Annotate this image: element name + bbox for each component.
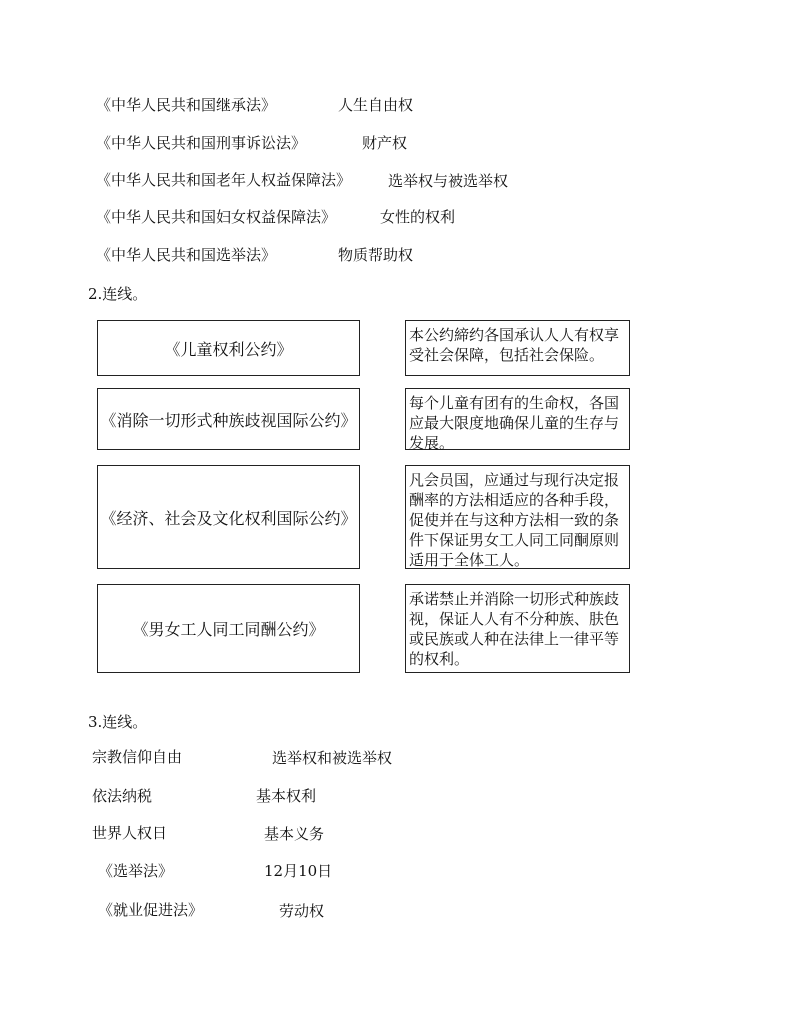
s3-right-item[interactable]: 劳动权: [279, 902, 325, 920]
s1-right-item[interactable]: 选举权与被选举权: [388, 172, 509, 190]
s3-left-item[interactable]: 《选举法》: [98, 862, 174, 880]
s1-right-item[interactable]: 物质帮助权: [338, 246, 414, 264]
s3-right-item[interactable]: 基本义务: [264, 825, 325, 843]
s2-left-box-label: 《经济、社会及文化权利国际公约》: [100, 508, 357, 528]
s1-right-item[interactable]: 财产权: [362, 134, 408, 152]
s1-left-item[interactable]: 《中华人民共和国妇女权益保障法》: [96, 208, 337, 226]
s2-left-box[interactable]: [97, 465, 360, 569]
s2-right-box-text: 每个儿童有团有的生命权，各国应最大限度地确保儿童的生存与发展。: [409, 394, 620, 452]
s2-left-box-label: 《消除一切形式种族歧视国际公约》: [100, 410, 357, 430]
s1-left-item[interactable]: 《中华人民共和国老年人权益保障法》: [96, 171, 352, 189]
s2-left-box[interactable]: [97, 388, 360, 450]
s3-left-item[interactable]: 《就业促进法》: [98, 901, 204, 919]
s1-left-item[interactable]: 《中华人民共和国刑事诉讼法》: [96, 134, 307, 152]
s2-right-box[interactable]: [405, 465, 630, 569]
s1-left-item[interactable]: 《中华人民共和国继承法》: [96, 96, 277, 114]
s2-left-box[interactable]: [97, 320, 360, 376]
s1-left-item[interactable]: 《中华人民共和国选举法》: [96, 246, 277, 264]
s2-right-box-text: 承诺禁止并消除一切形式种族歧视，保证人人有不分种族、肤色或民族或人种在法律上一律平等的权利。: [409, 590, 620, 668]
s2-right-box[interactable]: [405, 584, 630, 673]
s3-left-item[interactable]: 世界人权日: [92, 824, 168, 842]
s2-left-box[interactable]: [97, 584, 360, 673]
section2-heading: 2.连线。: [88, 285, 148, 303]
s3-left-item[interactable]: 依法纳税: [92, 787, 153, 805]
s3-right-item[interactable]: 基本权利: [256, 787, 317, 805]
s2-right-box[interactable]: [405, 388, 630, 450]
s1-right-item[interactable]: 女性的权利: [380, 208, 456, 226]
s3-right-item[interactable]: 选举权和被选举权: [272, 749, 393, 767]
section3-heading: 3.连线。: [88, 713, 148, 731]
s3-left-item[interactable]: 宗教信仰自由: [92, 748, 183, 766]
s2-right-box[interactable]: [405, 320, 630, 376]
s2-left-box-label: 《男女工人同工同酬公约》: [132, 620, 325, 639]
s2-right-box-text: 凡会员国，应通过与现行决定报酬率的方法相适应的各种手段，促使并在与这种方法相一致的条件下保证男女工人同工同酮原则适用于全体工人。: [409, 471, 620, 569]
s2-left-box-label: 《儿童权利公约》: [164, 339, 293, 359]
s3-right-item[interactable]: 12月10日: [264, 862, 333, 880]
s2-right-box-text: 本公约締约各国承认人人有权享受社会保障，包括社会保险。: [409, 326, 620, 364]
s1-right-item[interactable]: 人生自由权: [338, 96, 414, 114]
